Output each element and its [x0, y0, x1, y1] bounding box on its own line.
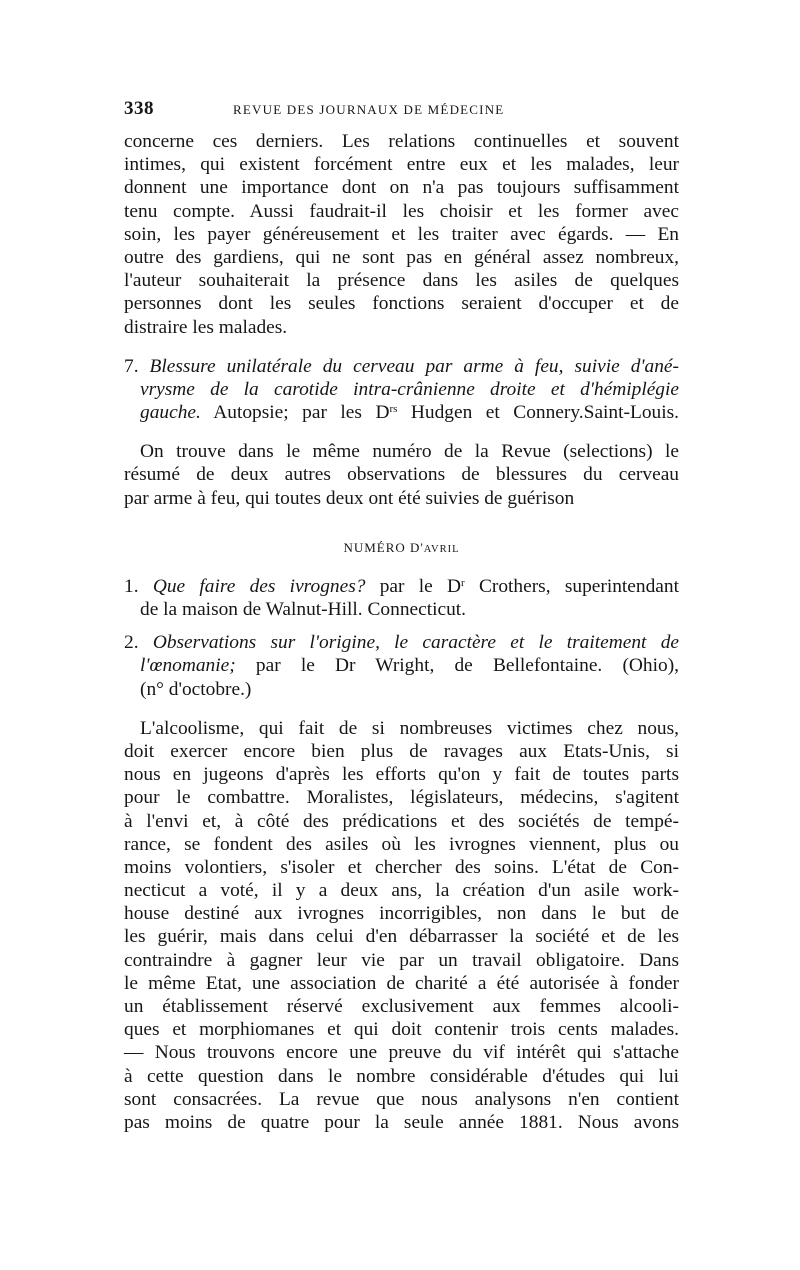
- entry-number: 2.: [124, 632, 139, 654]
- text-line: un établissement réservé exclusivement aux femmes alcooli-: [124, 996, 679, 1017]
- text-line: distraire les malades.: [124, 316, 288, 338]
- text-line: moins volontiers, s'isoler et chercher des soins. L'état de Con-: [124, 856, 679, 878]
- text-line: (n° d'octobre.): [140, 678, 252, 700]
- text-line: les guérir, mais dans celui d'en débarrasser la société et de les: [124, 926, 679, 948]
- text-line: L'alcoolisme, qui fait de si nombreuses victimes chez nous,: [140, 717, 679, 739]
- entry-title: gauche.: [140, 402, 201, 424]
- text-line: donnent une importance dont on n'a pas toujours suffisamment: [124, 177, 679, 199]
- text-line: le même Etat, une association de charité a été autorisée à fonder: [124, 972, 679, 994]
- text-line: sont consacrées. La revue que nous analysons n'en contient: [124, 1088, 679, 1110]
- text-line: nous en jugeons d'après les efforts qu'on y fait de toutes parts: [124, 764, 679, 786]
- text-line: par arme à feu, qui toutes deux ont été suivies de guérison: [124, 487, 575, 509]
- text-line: résumé de deux autres observations de blessures du cerveau: [124, 464, 679, 486]
- text-line: necticut a voté, il y a deux ans, la création d'un asile work-: [124, 880, 679, 902]
- text-line: à cette question dans le nombre considérable d'études qui lui: [124, 1065, 679, 1087]
- text-line: doit exercer encore bien plus de ravages aux Etats-Unis, si: [124, 740, 679, 762]
- text-line: l'auteur souhaiterait la présence dans les asiles de quelques: [124, 270, 679, 292]
- entry-authors: Autopsie; par les D: [200, 402, 390, 424]
- section-heading: NUMÉRO D'AVRIL: [343, 539, 460, 555]
- text-line: soin, les payer généreusement et les traiter avec égards. — En: [124, 223, 679, 245]
- running-title: REVUE DES JOURNAUX DE MÉDECINE: [233, 102, 505, 117]
- text-line: à l'envi et, à côté des prédications et des sociétés de tempé-: [124, 810, 679, 832]
- entry-number: 7.: [124, 355, 139, 377]
- text-line: house destiné aux ivrognes incorrigibles, non dans le but de: [124, 903, 679, 925]
- text-line: de la maison de Walnut-Hill. Connecticut.: [140, 599, 467, 620]
- text-line: outre des gardiens, qui ne sont pas en général assez nombreux,: [124, 246, 679, 268]
- paragraph-alcoholism: [124, 717, 679, 1134]
- text-line: contraindre à gagner leur vie par un travail obligatoire. Dans: [124, 949, 679, 971]
- entry-title: Que faire des ivrognes?: [152, 575, 366, 597]
- entry-item-2: 2. Observations sur l'origine, le caractère et le traitement de l'œnomanie; par le Dr Wright, de Bellefontaine. (Ohio), (n° d'octobre.): [124, 632, 679, 700]
- page-number: 338: [124, 98, 154, 119]
- entry-item-1: 1. Que faire des ivrognes? par le $D^r$ Crothers, superintendant de la maison de Walnut-Hill. Connecticut.: [124, 575, 679, 620]
- paragraph-other-observations: [124, 440, 679, 510]
- entry-title: Observations sur l'origine, le caractère et le traitement de: [152, 632, 679, 654]
- text-line: — Nous trouvons encore une preuve du vif intérêt qui s'attache: [124, 1042, 679, 1064]
- entry-title: l'œnomanie;: [140, 655, 236, 677]
- page-header: [124, 98, 684, 120]
- entry-number: 1.: [124, 575, 139, 597]
- text-line: concerne ces derniers. Les relations continuelles et souvent: [124, 131, 679, 152]
- text-line: On trouve dans le même numéro de la Revue (selections) le: [140, 441, 679, 463]
- entry-title: Blessure unilatérale du cerveau par arme à feu, suivie d'ané-: [149, 355, 679, 377]
- text-line: intimes, qui existent forcément entre eux et les malades, leur: [124, 154, 679, 176]
- entry-authors-sup: rs: [389, 403, 398, 416]
- text-line: ques et morphiomanes et qui doit contenir trois cents malades.: [124, 1019, 679, 1041]
- entry-item-7: [124, 355, 679, 425]
- text-line: rance, se fondent des asiles où les ivrognes viennent, plus ou: [124, 833, 679, 855]
- text-line: personnes dont les seules fonctions seraient d'occuper et de: [124, 293, 679, 315]
- paragraph-staff: [124, 130, 679, 339]
- entry-authors: Hudgen et Connery.Saint-Louis.: [397, 402, 679, 424]
- body-text: [124, 130, 679, 1134]
- entry-title: vrysme de la carotide intra-crânienne droite et d'hémiplégie: [140, 378, 679, 400]
- text-line: pour le combattre. Moralistes, législateurs, médecins, s'agitent: [124, 787, 679, 809]
- text-line: pas moins de quatre pour la seule année 1881. Nous avons: [124, 1111, 679, 1133]
- text-line: tenu compte. Aussi faudrait-il les choisir et les former avec: [124, 200, 679, 222]
